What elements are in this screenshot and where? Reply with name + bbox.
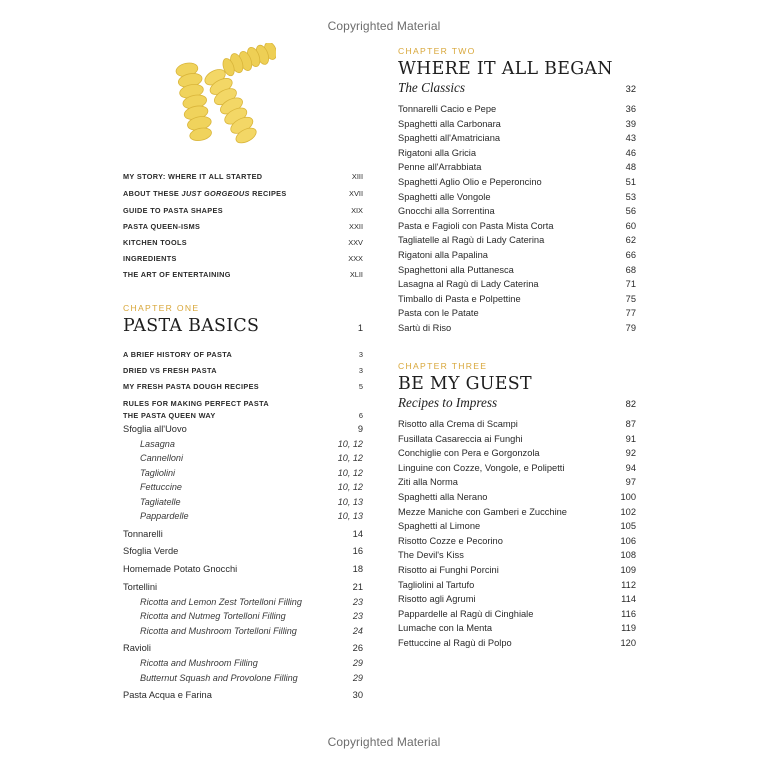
toc-recipe-page: 46	[625, 147, 636, 158]
toc-recipe-page: 51	[625, 177, 636, 187]
toc-recipe-page: 30	[352, 690, 363, 700]
chapter-one-page: 1	[357, 323, 363, 333]
toc-recipe-entry[interactable]	[123, 564, 363, 574]
toc-recipe-entry[interactable]	[398, 119, 636, 129]
toc-recipe-title: Sfoglia Verde	[123, 546, 179, 556]
toc-recipe-entry[interactable]	[398, 609, 636, 619]
toc-entry-page: XVII	[349, 189, 363, 198]
toc-recipe-title: Lumache con la Menta	[398, 623, 493, 634]
toc-recipe-entry[interactable]	[123, 453, 363, 463]
toc-recipe-page: 75	[625, 293, 636, 304]
toc-recipe-page: 119	[621, 623, 636, 634]
toc-recipe-page: 10, 12	[337, 468, 363, 478]
toc-recipe-entry[interactable]	[398, 448, 636, 458]
toc-recipe-entry[interactable]	[123, 424, 363, 434]
toc-recipe-page: 10, 12	[337, 453, 363, 463]
toc-recipe-title: Fusillata Casareccia ai Funghi	[398, 433, 523, 444]
toc-recipe-entry[interactable]	[398, 434, 636, 444]
toc-recipe-entry[interactable]	[398, 133, 636, 143]
toc-recipe-page: 105	[620, 521, 636, 532]
toc-entry-kitchen-tools[interactable]	[123, 238, 363, 247]
toc-recipe-title: Tagliatelle al Ragù di Lady Caterina	[398, 235, 545, 246]
toc-entry-label: A BRIEF HISTORY OF PASTA	[123, 350, 233, 359]
toc-recipe-entry[interactable]	[398, 221, 636, 231]
toc-recipe-title: Lasagna	[140, 439, 175, 449]
toc-recipe-entry[interactable]	[123, 690, 363, 700]
toc-recipe-entry[interactable]	[398, 536, 636, 546]
toc-recipe-entry[interactable]	[398, 419, 636, 429]
toc-recipe-page: 68	[625, 264, 636, 275]
toc-entry-dough-recipes[interactable]	[123, 382, 363, 391]
toc-recipe-page: 91	[625, 433, 636, 444]
chapter-two-label: CHAPTER TWO	[398, 46, 476, 56]
toc-recipe-page: 48	[625, 162, 636, 173]
chapter-three-page: 82	[625, 399, 636, 409]
toc-entry-label: THE ART OF ENTERTAINING	[123, 270, 231, 279]
toc-recipe-title: The Devil's Kiss	[398, 550, 464, 561]
toc-recipe-page: 10, 13	[337, 511, 363, 521]
toc-recipe-title: Spaghettoni alla Puttanesca	[398, 264, 514, 275]
toc-recipe-title: Spaghetti al Limone	[398, 521, 481, 532]
toc-entry-page: 6	[358, 411, 363, 420]
toc-recipe-title: Penne all'Arrabbiata	[398, 162, 482, 173]
toc-recipe-entry[interactable]	[398, 265, 636, 275]
toc-recipe-entry[interactable]	[123, 497, 363, 507]
toc-recipe-page: 53	[625, 191, 636, 202]
toc-entry-ingredients[interactable]	[123, 254, 363, 263]
toc-entry-label: THE PASTA QUEEN WAY	[123, 411, 216, 420]
toc-recipe-title: Homemade Potato Gnocchi	[123, 564, 238, 574]
toc-recipe-entry[interactable]	[123, 468, 363, 478]
toc-recipe-entry[interactable]	[398, 192, 636, 202]
toc-recipe-page: 114	[621, 594, 636, 605]
toc-recipe-entry[interactable]	[123, 582, 363, 592]
toc-recipe-title: Sartù di Riso	[398, 323, 452, 333]
toc-recipe-page: 14	[352, 529, 363, 539]
toc-recipe-title: Risotto agli Agrumi	[398, 594, 476, 605]
toc-entry-page: XXV	[348, 238, 363, 247]
toc-recipe-entry[interactable]	[123, 673, 363, 683]
chapter-one-title: PASTA BASICS	[123, 316, 260, 336]
toc-recipe-entry[interactable]	[398, 638, 636, 648]
toc-recipe-page: 62	[625, 235, 636, 246]
toc-recipe-title: Ziti alla Norma	[398, 477, 458, 488]
toc-recipe-page: 23	[352, 611, 363, 621]
toc-entry-label: PASTA QUEEN-ISMS	[123, 222, 201, 231]
toc-recipe-entry[interactable]	[398, 323, 636, 333]
toc-recipe-page: 109	[620, 565, 636, 575]
toc-recipe-page: 26	[352, 643, 363, 653]
toc-recipe-title: Linguine con Cozze, Vongole, e Polipetti	[398, 462, 565, 473]
toc-recipe-entry[interactable]	[398, 104, 636, 114]
toc-recipe-title: Rigatoni alla Gricia	[398, 147, 477, 158]
toc-entry-label: MY FRESH PASTA DOUGH RECIPES	[123, 382, 260, 391]
toc-recipe-entry[interactable]	[123, 482, 363, 492]
toc-recipe-page: 97	[625, 477, 636, 488]
toc-entry-label: DRIED VS FRESH PASTA	[123, 366, 217, 375]
toc-recipe-page: 71	[625, 279, 636, 290]
toc-recipe-entry[interactable]	[123, 546, 363, 556]
toc-recipe-page: 29	[352, 673, 363, 683]
toc-recipe-page: 66	[625, 250, 636, 260]
toc-recipe-title: Risotto Cozze e Pecorino	[398, 535, 503, 546]
chapter-one-label: CHAPTER ONE	[123, 303, 200, 313]
toc-entry-label: INGREDIENTS	[123, 254, 177, 263]
toc-recipe-title: Ricotta and Nutmeg Tortelloni Filling	[140, 611, 286, 621]
toc-recipe-title: Tortellini	[123, 582, 158, 592]
toc-recipe-entry[interactable]	[398, 550, 636, 560]
chapter-one-heading[interactable]	[123, 316, 363, 336]
toc-recipe-title: Sfoglia all'Uovo	[123, 424, 187, 434]
toc-recipe-entry[interactable]	[398, 463, 636, 473]
toc-entry-rules-line-1[interactable]	[123, 399, 363, 408]
chapter-three-label: CHAPTER THREE	[398, 361, 488, 371]
toc-entry-page: XXII	[349, 222, 363, 231]
toc-recipe-entry[interactable]	[123, 529, 363, 539]
toc-recipe-title: Risotto alla Crema di Scampi	[398, 419, 518, 429]
toc-recipe-title: Butternut Squash and Provolone Filling	[140, 673, 298, 683]
toc-recipe-page: 106	[620, 535, 636, 546]
toc-recipe-title: Tagliatelle	[140, 497, 181, 507]
toc-recipe-page: 60	[625, 220, 636, 231]
toc-recipe-title: Pasta e Fagioli con Pasta Mista Corta	[398, 220, 554, 231]
toc-recipe-entry[interactable]	[123, 658, 363, 668]
chapter-three-subtitle: Recipes to Impress	[398, 395, 498, 410]
toc-recipe-entry[interactable]	[398, 308, 636, 318]
toc-entry-page: 3	[358, 350, 363, 359]
toc-recipe-entry[interactable]	[398, 206, 636, 216]
toc-recipe-page: 77	[625, 308, 636, 319]
toc-recipe-title: Spaghetti alla Nerano	[398, 492, 488, 502]
chapter-two-subtitle: The Classics	[398, 80, 466, 95]
toc-recipe-title: Rigatoni alla Papalina	[398, 250, 488, 260]
toc-recipe-page: 36	[625, 104, 636, 114]
toc-recipe-page: 43	[625, 133, 636, 144]
toc-recipe-title: Spaghetti alla Carbonara	[398, 118, 501, 129]
toc-recipe-entry[interactable]	[398, 580, 636, 590]
toc-recipe-page: 116	[621, 608, 636, 619]
toc-entry-page: XIX	[351, 206, 363, 215]
toc-recipe-title: Mezze Maniche con Gamberi e Zucchine	[398, 506, 567, 517]
fusilli-illustration	[168, 43, 276, 153]
toc-recipe-page: 24	[352, 626, 363, 636]
toc-recipe-title: Tonnarelli	[123, 529, 163, 539]
toc-entry-rules-line-2[interactable]	[123, 411, 363, 420]
toc-recipe-page: 10, 12	[337, 482, 363, 492]
toc-recipe-entry[interactable]	[398, 492, 636, 502]
toc-entry-label: MY STORY: WHERE IT ALL STARTED	[123, 172, 263, 181]
toc-entry-label: RULES FOR MAKING PERFECT PASTA	[123, 399, 270, 408]
toc-entry-page: 5	[358, 382, 363, 391]
toc-recipe-entry[interactable]	[398, 623, 636, 633]
toc-recipe-title: Tagliolini	[140, 468, 176, 478]
toc-recipe-entry[interactable]	[123, 643, 363, 653]
toc-recipe-page: 94	[625, 462, 636, 473]
toc-recipe-title: Tonnarelli Cacio e Pepe	[398, 104, 497, 114]
toc-entry-page: XLII	[349, 270, 363, 279]
toc-recipe-title: Ricotta and Mushroom Tortelloni Filling	[140, 626, 297, 636]
toc-recipe-title: Conchiglie con Pera e Gorgonzola	[398, 448, 540, 459]
toc-recipe-page: 92	[625, 448, 636, 459]
toc-recipe-title: Lasagna al Ragù di Lady Caterina	[398, 279, 539, 290]
toc-recipe-entry[interactable]	[398, 235, 636, 245]
toc-recipe-title: Timballo di Pasta e Polpettine	[398, 293, 521, 304]
toc-recipe-page: 39	[625, 118, 636, 129]
toc-recipe-page: 56	[625, 206, 636, 217]
toc-entry-art-of-entertaining[interactable]	[123, 270, 363, 279]
toc-entry-history[interactable]	[123, 350, 363, 359]
toc-recipe-page: 79	[625, 323, 636, 333]
toc-recipe-page: 21	[352, 582, 363, 592]
toc-recipe-entry[interactable]	[398, 162, 636, 172]
copyright-watermark-bottom: Copyrighted Material	[327, 735, 441, 749]
copyright-watermark-top: Copyrighted Material	[327, 19, 441, 33]
toc-recipe-entry[interactable]	[398, 507, 636, 517]
toc-entry-my-story[interactable]	[123, 172, 363, 181]
toc-entry-page: XIII	[351, 172, 363, 181]
toc-recipe-title: Spaghetti Aglio Olio e Peperoncino	[398, 177, 542, 187]
toc-recipe-title: Spaghetti alle Vongole	[398, 191, 491, 202]
fusilli-piece-top	[220, 43, 276, 78]
toc-recipe-page: 102	[620, 506, 636, 517]
chapter-two-subtitle-row[interactable]	[398, 80, 636, 96]
toc-recipe-page: 87	[625, 419, 636, 429]
toc-recipe-title: Ravioli	[123, 643, 151, 653]
chapter-two-page: 32	[625, 84, 636, 94]
toc-entry-dried-vs-fresh[interactable]	[123, 366, 363, 375]
toc-recipe-title: Pappardelle	[140, 511, 189, 521]
toc-recipe-page: 18	[352, 564, 363, 574]
toc-entry-pasta-shapes[interactable]	[123, 206, 363, 215]
toc-recipe-title: Ricotta and Lemon Zest Tortelloni Filling	[140, 597, 302, 607]
toc-recipe-page: 29	[352, 658, 363, 668]
fusilli-piece-left	[174, 61, 215, 143]
toc-recipe-entry[interactable]	[398, 521, 636, 531]
toc-recipe-page: 23	[352, 597, 363, 607]
toc-recipe-entry[interactable]	[123, 626, 363, 636]
toc-recipe-entry[interactable]	[398, 594, 636, 604]
toc-recipe-title: Spaghetti all'Amatriciana	[398, 133, 501, 144]
toc-recipe-page: 10, 13	[337, 497, 363, 507]
toc-recipe-title: Pasta Acqua e Farina	[123, 690, 212, 700]
toc-recipe-entry[interactable]	[398, 250, 636, 260]
chapter-three-subtitle-row[interactable]	[398, 395, 636, 411]
toc-recipe-page: 16	[352, 546, 363, 556]
toc-recipe-entry[interactable]	[398, 565, 636, 575]
toc-recipe-entry[interactable]	[398, 294, 636, 304]
toc-recipe-entry[interactable]	[398, 477, 636, 487]
toc-recipe-entry[interactable]	[398, 279, 636, 289]
toc-entry-page: 3	[358, 366, 363, 375]
toc-entry-label: GUIDE TO PASTA SHAPES	[123, 206, 223, 215]
toc-recipe-entry[interactable]	[123, 439, 363, 449]
toc-recipe-title: Cannelloni	[140, 453, 183, 463]
toc-recipe-title: Fettuccine al Ragù di Polpo	[398, 638, 512, 648]
toc-recipe-title: Fettuccine	[140, 482, 182, 492]
toc-recipe-page: 112	[621, 579, 636, 590]
toc-recipe-title: Risotto ai Funghi Porcini	[398, 565, 499, 575]
toc-entry-about-recipes[interactable]	[123, 189, 363, 198]
toc-recipe-entry[interactable]	[398, 148, 636, 158]
toc-recipe-page: 10, 12	[337, 439, 363, 449]
toc-recipe-title: Pasta con le Patate	[398, 308, 479, 319]
chapter-two-title[interactable]: WHERE IT ALL BEGAN	[398, 59, 613, 79]
toc-recipe-title: Gnocchi alla Sorrentina	[398, 206, 495, 217]
toc-entry-label: ABOUT THESE JUST GORGEOUS RECIPES	[123, 189, 287, 198]
toc-recipe-page: 9	[357, 424, 363, 434]
toc-entry-label: KITCHEN TOOLS	[123, 238, 188, 247]
toc-entry-pasta-queen-isms[interactable]	[123, 222, 363, 231]
toc-recipe-entry[interactable]	[398, 177, 636, 187]
toc-recipe-entry[interactable]	[123, 611, 363, 621]
toc-recipe-title: Tagliolini al Tartufo	[398, 579, 475, 590]
toc-recipe-title: Pappardelle al Ragù di Cinghiale	[398, 608, 534, 619]
toc-recipe-page: 100	[620, 492, 636, 502]
toc-recipe-page: 120	[620, 638, 636, 648]
toc-entry-page: XXX	[348, 254, 363, 263]
toc-recipe-title: Ricotta and Mushroom Filling	[140, 658, 258, 668]
toc-recipe-page: 108	[620, 550, 636, 561]
chapter-three-title[interactable]: BE MY GUEST	[398, 374, 532, 394]
toc-recipe-entry[interactable]	[123, 511, 363, 521]
toc-recipe-entry[interactable]	[123, 597, 363, 607]
